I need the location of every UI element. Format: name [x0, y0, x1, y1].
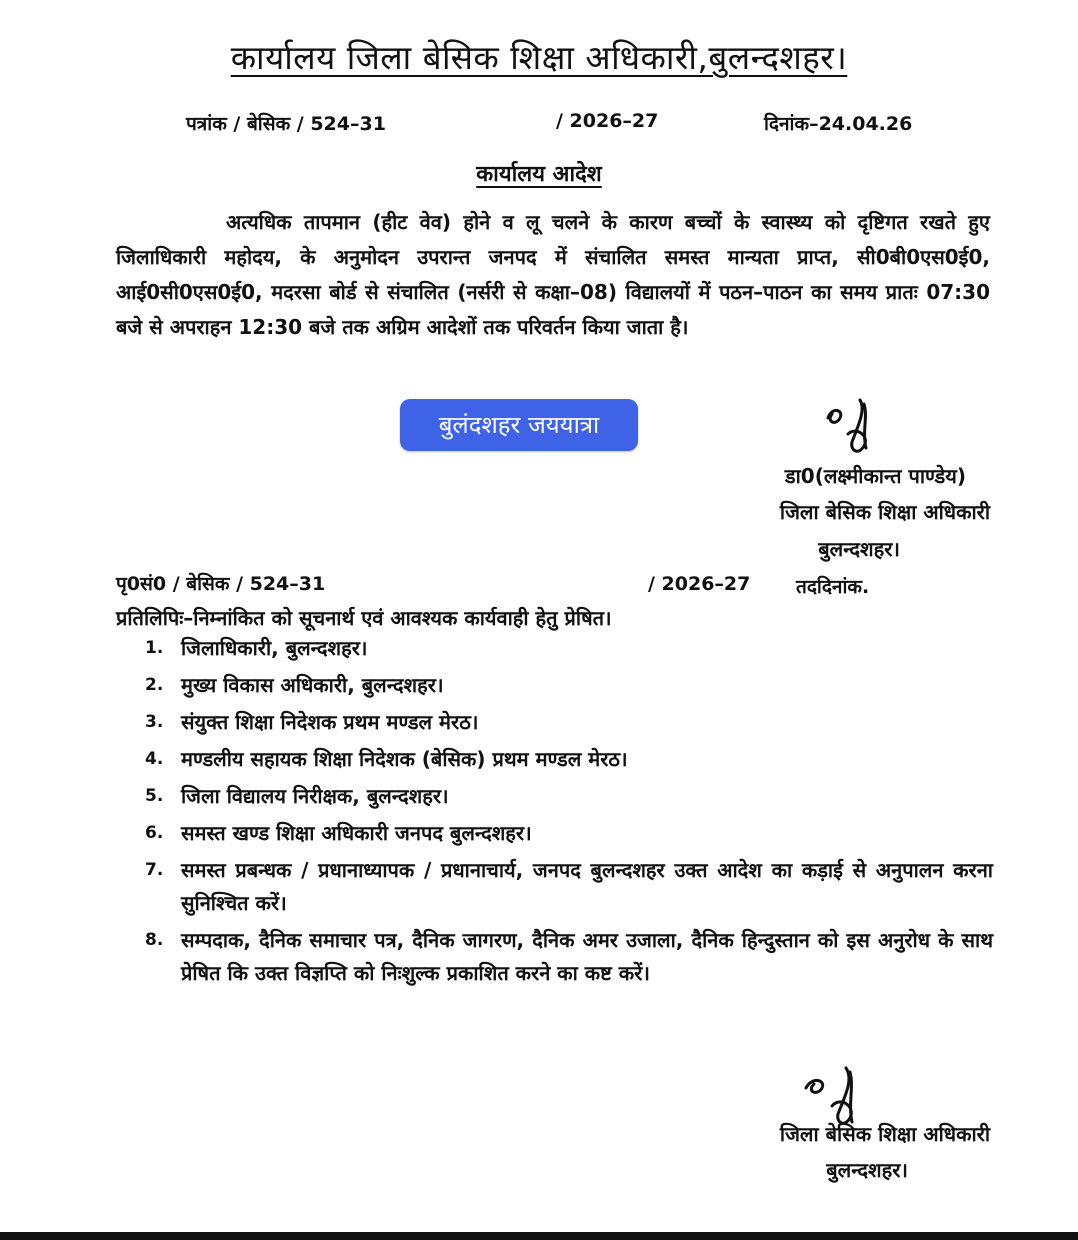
copy-reference-number: पृ0सं0 / बेसिक / 524–31: [116, 573, 326, 595]
bottom-border: [0, 1232, 1078, 1240]
list-number: 6.: [145, 823, 164, 843]
list-item: [145, 743, 993, 776]
list-item: [145, 632, 993, 665]
list-number: 3.: [145, 712, 164, 732]
recipient-list: [145, 632, 993, 994]
list-text: जिलाधिकारी, बुलन्दशहर।: [181, 636, 368, 660]
letter-date: दिनांक–24.04.26: [764, 113, 913, 135]
order-body: अत्यधिक तापमान (हीट वेव) होने व लू चलने के कारण बच्चों के स्वास्थ्य को दृष्टिगत रखते हुए जिलाधिकारी महोदय, के अनुमोदन उपरान्त जनपद में संचालित समस्त मान्यता प्राप्त, सी0बी0एस0ई0, आई0सी0एस0ई0, मदरसा बोर्ड से संचालित (नर्सरी से कक्षा–08) विद्यालयों में पठन–पाठन का समय प्रातः 07:30 बजे से अपराहन 12:30 बजे तक अग्रिम आदेशों तक परिवर्तन किया जाता है।: [116, 210, 990, 339]
list-text: मण्डलीय सहायक शिक्षा निदेशक (बेसिक) प्रथम मण्डल मेरठ।: [181, 747, 628, 771]
signer-designation: जिला बेसिक शिक्षा अधिकारी: [779, 500, 990, 524]
signer-name: डा0(लक्ष्मीकान्त पाण्डेय): [784, 464, 966, 488]
copy-date: तददिनांक.: [796, 576, 870, 598]
list-item: [145, 854, 993, 920]
list-number: 2.: [145, 675, 164, 695]
list-text: समस्त प्रबन्धक / प्रधानाध्यापक / प्रधानाचार्य, जनपद बुलन्दशहर उक्त आदेश का कड़ाई से अनुपालन करना सुनिश्चित करें।: [181, 858, 993, 915]
list-number: 8.: [145, 930, 164, 950]
list-text: समस्त खण्ड शिक्षा अधिकारी जनपद बुलन्दशहर।: [181, 821, 532, 845]
list-text: सम्पदाक, दैनिक समाचार पत्र, दैनिक जागरण, दैनिक अमर उजाला, दैनिक हिन्दुस्तान को इस अनुरोध के साथ प्रेषित कि उक्त विज्ञप्ति को निःशुल्क प्रकाशित करने का कष्ट करें।: [181, 928, 993, 985]
list-item: [145, 817, 993, 850]
overlay-banner: बुलंदशहर जययात्रा: [400, 399, 638, 451]
list-number: 1.: [145, 638, 164, 658]
list-item: [145, 669, 993, 702]
letter-reference-number: पत्रांक / बेसिक / 524–31: [186, 113, 386, 135]
footer-place: बुलन्दशहर।: [826, 1158, 908, 1182]
signer-place: बुलन्दशहर।: [818, 537, 900, 561]
list-text: संयुक्त शिक्षा निदेशक प्रथम मण्डल मेरठ।: [181, 710, 479, 734]
copy-intro: प्रतिलिपिः–निम्नांकित को सूचनार्थ एवं आवश्यक कार्यवाही हेतु प्रेषित।: [116, 606, 612, 630]
list-text: जिला विद्यालय निरीक्षक, बुलन्दशहर।: [181, 784, 449, 808]
list-item: [145, 780, 993, 813]
list-number: 5.: [145, 786, 164, 806]
list-item: [145, 706, 993, 739]
order-title: कार्यालय आदेश: [476, 162, 602, 187]
footer-designation: जिला बेसिक शिक्षा अधिकारी: [779, 1122, 990, 1146]
list-text: मुख्य विकास अधिकारी, बुलन्दशहर।: [181, 673, 444, 697]
list-number: 7.: [145, 860, 164, 880]
list-number: 4.: [145, 749, 164, 769]
letter-reference-year: / 2026–27: [556, 110, 659, 132]
signature-mark: [818, 396, 888, 458]
copy-reference-year: / 2026–27: [648, 573, 751, 595]
list-item: [145, 924, 993, 990]
office-title: कार्यालय जिला बेसिक शिक्षा अधिकारी,बुलन्दशहर।: [230, 38, 848, 77]
